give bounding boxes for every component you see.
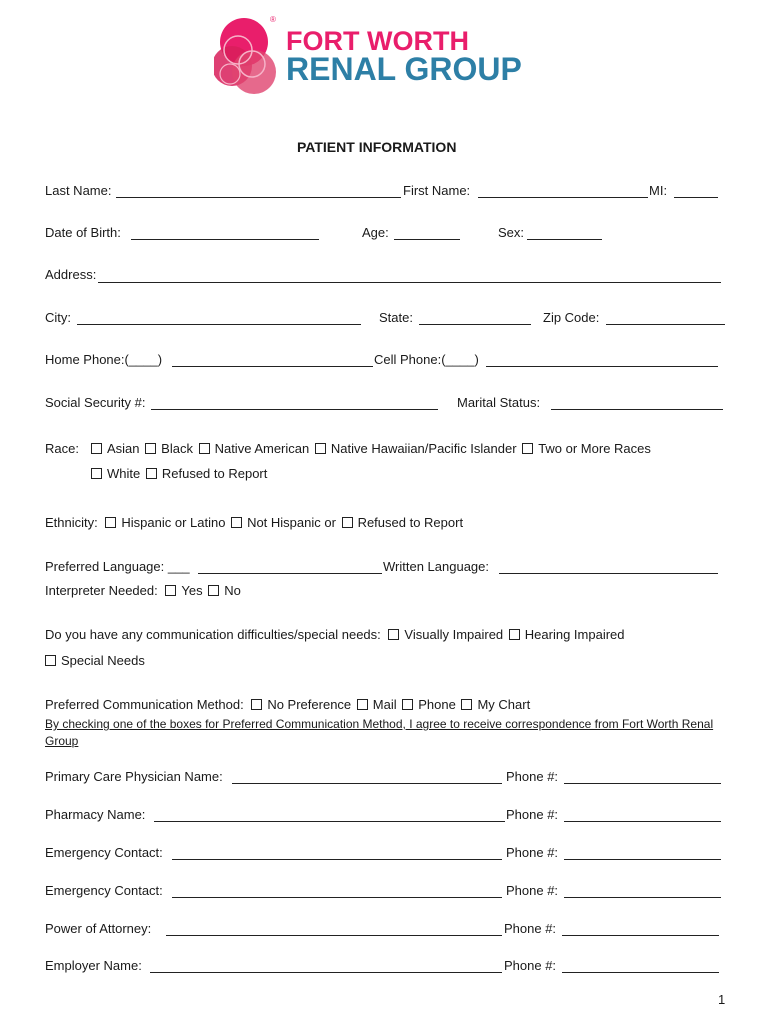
phone-checkbox[interactable] xyxy=(402,699,413,710)
age-field[interactable] xyxy=(394,239,460,240)
poa-phone-field[interactable] xyxy=(562,935,719,936)
emergency-contact-2-field[interactable] xyxy=(172,897,502,898)
race-label: Race: xyxy=(45,441,79,456)
marital-status-label: Marital Status: xyxy=(457,395,541,410)
interpreter-option: Yes xyxy=(181,583,203,598)
pharmacy-label: Pharmacy Name: xyxy=(45,807,146,822)
communication-row-2 xyxy=(45,653,147,668)
pharmacy-phone-field[interactable] xyxy=(564,821,721,822)
svg-text:®: ® xyxy=(270,15,276,24)
hearing-impaired-checkbox[interactable] xyxy=(509,629,520,640)
last-name-field[interactable] xyxy=(116,197,401,198)
race-option: Two or More Races xyxy=(538,441,651,456)
race-option: Refused to Report xyxy=(161,466,268,481)
race-options-row-2 xyxy=(91,466,269,481)
race-black-checkbox[interactable] xyxy=(145,443,156,454)
emergency-phone-field[interactable] xyxy=(564,859,721,860)
special-needs-checkbox[interactable] xyxy=(45,655,56,666)
pcp-field[interactable] xyxy=(232,783,502,784)
first-name-field[interactable] xyxy=(478,197,648,198)
pcp-label: Primary Care Physician Name: xyxy=(45,769,223,784)
svg-text:RENAL GROUP: RENAL GROUP xyxy=(286,51,522,87)
svg-text:FORT WORTH: FORT WORTH xyxy=(286,26,469,56)
mi-label: MI: xyxy=(649,183,668,198)
race-option: Native American xyxy=(214,441,310,456)
ethnicity-row xyxy=(45,515,465,530)
communication-label: Do you have any communication difficulties/special needs: xyxy=(45,627,381,642)
pcp-phone-label: Phone #: xyxy=(506,769,559,784)
race-option: Native Hawaiian/Pacific Islander xyxy=(330,441,517,456)
race-option: Black xyxy=(161,441,193,456)
interpreter-no-checkbox[interactable] xyxy=(208,585,219,596)
race-option: White xyxy=(107,466,141,481)
page-number: 1 xyxy=(718,992,726,1007)
race-option: Asian xyxy=(107,441,140,456)
mail-checkbox[interactable] xyxy=(357,699,368,710)
ssn-label: Social Security #: xyxy=(45,395,146,410)
written-language-field[interactable] xyxy=(499,573,718,574)
emergency-contact-field[interactable] xyxy=(172,859,502,860)
emergency-phone-label: Phone #: xyxy=(506,845,559,860)
ethnicity-not-hispanic-checkbox[interactable] xyxy=(231,517,242,528)
ethnicity-option: Refused to Report xyxy=(357,515,464,530)
employer-field[interactable] xyxy=(150,972,502,973)
address-label: Address: xyxy=(45,267,97,282)
pref-comm-option: My Chart xyxy=(477,697,531,712)
ethnicity-option: Not Hispanic or xyxy=(247,515,336,530)
pref-comm-option: Phone xyxy=(418,697,456,712)
home-phone-field[interactable] xyxy=(172,366,373,367)
race-asian-checkbox[interactable] xyxy=(91,443,102,454)
pref-comm-option: No Preference xyxy=(267,697,352,712)
zip-label: Zip Code: xyxy=(543,310,600,325)
ethnicity-refused-checkbox[interactable] xyxy=(342,517,353,528)
communication-option: Special Needs xyxy=(61,653,145,668)
dob-field[interactable] xyxy=(131,239,319,240)
pcp-phone-field[interactable] xyxy=(564,783,721,784)
pref-comm-row xyxy=(45,697,532,712)
poa-field[interactable] xyxy=(166,935,502,936)
address-field[interactable] xyxy=(98,282,721,283)
poa-label: Power of Attorney: xyxy=(45,921,152,936)
preferred-language-field[interactable] xyxy=(198,573,382,574)
my-chart-checkbox[interactable] xyxy=(461,699,472,710)
visually-impaired-checkbox[interactable] xyxy=(388,629,399,640)
interpreter-label: Interpreter Needed: xyxy=(45,583,158,598)
race-white-checkbox[interactable] xyxy=(91,468,102,479)
age-label: Age: xyxy=(362,225,389,240)
page-title: PATIENT INFORMATION xyxy=(297,139,457,155)
written-language-label: Written Language: xyxy=(383,559,489,574)
city-label: City: xyxy=(45,310,71,325)
ethnicity-label: Ethnicity: xyxy=(45,515,98,530)
race-pacific-islander-checkbox[interactable] xyxy=(315,443,326,454)
emergency-contact-label: Emergency Contact: xyxy=(45,845,163,860)
interpreter-option: No xyxy=(224,583,241,598)
ethnicity-option: Hispanic or Latino xyxy=(121,515,226,530)
emergency-contact-2-label: Emergency Contact: xyxy=(45,883,163,898)
employer-phone-label: Phone #: xyxy=(504,958,557,973)
dob-label: Date of Birth: xyxy=(45,225,121,240)
interpreter-yes-checkbox[interactable] xyxy=(165,585,176,596)
sex-label: Sex: xyxy=(498,225,525,240)
home-phone-label: Home Phone:(____) xyxy=(45,352,163,367)
mi-field[interactable] xyxy=(674,197,718,198)
no-preference-checkbox[interactable] xyxy=(251,699,262,710)
race-options-row-1 xyxy=(91,441,653,456)
race-two-or-more-checkbox[interactable] xyxy=(522,443,533,454)
first-name-label: First Name: xyxy=(403,183,471,198)
communication-row xyxy=(45,627,627,642)
employer-label: Employer Name: xyxy=(45,958,142,973)
cell-phone-field[interactable] xyxy=(486,366,718,367)
preferred-language-label: Preferred Language: ___ xyxy=(45,559,190,574)
ethnicity-hispanic-checkbox[interactable] xyxy=(105,517,116,528)
sex-field[interactable] xyxy=(527,239,602,240)
state-field[interactable] xyxy=(419,324,531,325)
pref-comm-label: Preferred Communication Method: xyxy=(45,697,244,712)
last-name-label: Last Name: xyxy=(45,183,112,198)
cell-phone-label: Cell Phone:(____) xyxy=(374,352,479,367)
employer-phone-field[interactable] xyxy=(562,972,719,973)
zip-field[interactable] xyxy=(606,324,725,325)
emergency-2-phone-label: Phone #: xyxy=(506,883,559,898)
fort-worth-renal-group-logo xyxy=(214,14,524,100)
pharmacy-phone-label: Phone #: xyxy=(506,807,559,822)
state-label: State: xyxy=(379,310,413,325)
communication-option: Hearing Impaired xyxy=(524,627,625,642)
emergency-2-phone-field[interactable] xyxy=(564,897,721,898)
race-native-american-checkbox[interactable] xyxy=(199,443,210,454)
interpreter-row xyxy=(45,583,243,598)
race-refused-checkbox[interactable] xyxy=(146,468,157,479)
marital-status-field[interactable] xyxy=(551,409,723,410)
communication-option: Visually Impaired xyxy=(404,627,504,642)
city-field[interactable] xyxy=(77,324,361,325)
ssn-field[interactable] xyxy=(151,409,438,410)
consent-notice: By checking one of the boxes for Preferred Communication Method, I agree to receive correspondence from Fort Worth Renal Group xyxy=(45,717,714,748)
pharmacy-field[interactable] xyxy=(154,821,505,822)
pref-comm-option: Mail xyxy=(372,697,397,712)
poa-phone-label: Phone #: xyxy=(504,921,557,936)
